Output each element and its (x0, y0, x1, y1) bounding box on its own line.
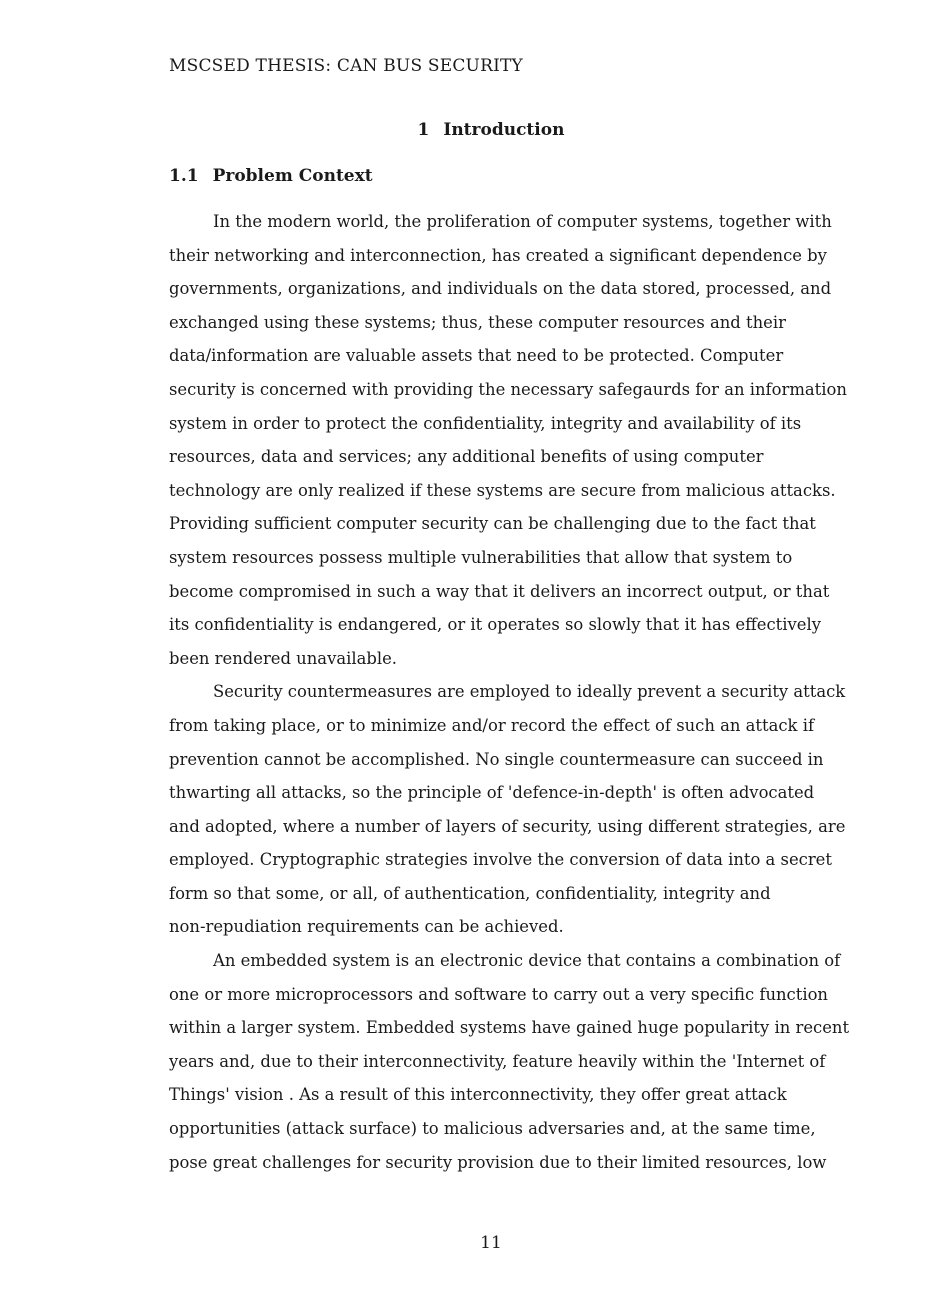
paragraph-line: one or more microprocessors and software to carry out a very specific function (169, 984, 828, 1004)
subsection-heading (169, 166, 373, 186)
section-title: Introduction (443, 120, 565, 140)
paragraph-line: Providing sufficient computer security can be challenging due to the fact that (169, 514, 816, 534)
paragraph-line: system resources possess multiple vulnerabilities that allow that system to (169, 547, 793, 567)
paragraph-line: In the modern world, the proliferation of computer systems, together with (213, 212, 832, 231)
paragraph-line: their networking and interconnection, has created a significant dependence by (169, 245, 827, 265)
paragraph (169, 205, 847, 675)
paragraph-line: employed. Cryptographic strategies involve the conversion of data into a secret (169, 850, 832, 870)
paragraph-line: An embedded system is an electronic device that contains a combination of (213, 951, 841, 971)
paragraph-line: thwarting all attacks, so the principle of 'defence-in-depth' is often advocated (169, 783, 815, 803)
paragraph-line: Things' vision . As a result of this interconnectivity, they offer great attack (169, 1085, 787, 1105)
page-number: 11 (480, 1233, 502, 1253)
paragraph-line: security is concerned with providing the necessary safegaurds for an information (169, 379, 847, 399)
paragraph-line: system in order to protect the confidentiality, integrity and availability of its (169, 413, 802, 433)
paragraph-line: non-repudiation requirements can be achieved. (169, 917, 564, 937)
section-heading (0, 120, 925, 140)
paragraph-line: prevention cannot be accomplished. No single countermeasure can succeed in (169, 749, 824, 769)
paragraph-line: resources, data and services; any additional benefits of using computer (169, 447, 764, 467)
paragraph (169, 675, 846, 944)
paragraph-line: form so that some, or all, of authentication, confidentiality, integrity and (169, 883, 771, 903)
paragraph-line: Security countermeasures are employed to ideally prevent a security attack (213, 682, 846, 702)
paragraph-line: been rendered unavailable. (169, 648, 397, 668)
paragraph-line: its confidentiality is endangered, or it operates so slowly that it has effectively (169, 615, 821, 635)
paragraph-line: exchanged using these systems; thus, these computer resources and their (169, 312, 786, 332)
subsection-number: 1.1 (169, 166, 199, 186)
body-text (169, 205, 850, 1179)
paragraph (169, 944, 850, 1179)
paragraph-line: and adopted, where a number of layers of security, using different strategies, are (169, 816, 846, 836)
paragraph-line: opportunities (attack surface) to malicious adversaries and, at the same time, (169, 1119, 816, 1139)
paragraph-line: from taking place, or to minimize and/or record the effect of such an attack if (169, 715, 815, 735)
paragraph-line: years and, due to their interconnectivity, feature heavily within the 'Internet of (169, 1051, 826, 1071)
paragraph-line: governments, organizations, and individuals on the data stored, processed, and (169, 279, 832, 299)
paragraph-line: become compromised in such a way that it delivers an incorrect output, or that (169, 581, 830, 601)
subsection-title: Problem Context (212, 166, 373, 186)
section-number: 1 (417, 120, 430, 140)
paragraph-line: within a larger system. Embedded systems have gained huge popularity in recent (169, 1018, 850, 1038)
paragraph-line: technology are only realized if these systems are secure from malicious attacks. (169, 480, 836, 500)
paragraph-line: pose great challenges for security provision due to their limited resources, low (169, 1152, 827, 1172)
paragraph-line: data/information are valuable assets that need to be protected. Computer (169, 346, 784, 366)
running-header: MSCSED THESIS: CAN BUS SECURITY (169, 56, 523, 76)
